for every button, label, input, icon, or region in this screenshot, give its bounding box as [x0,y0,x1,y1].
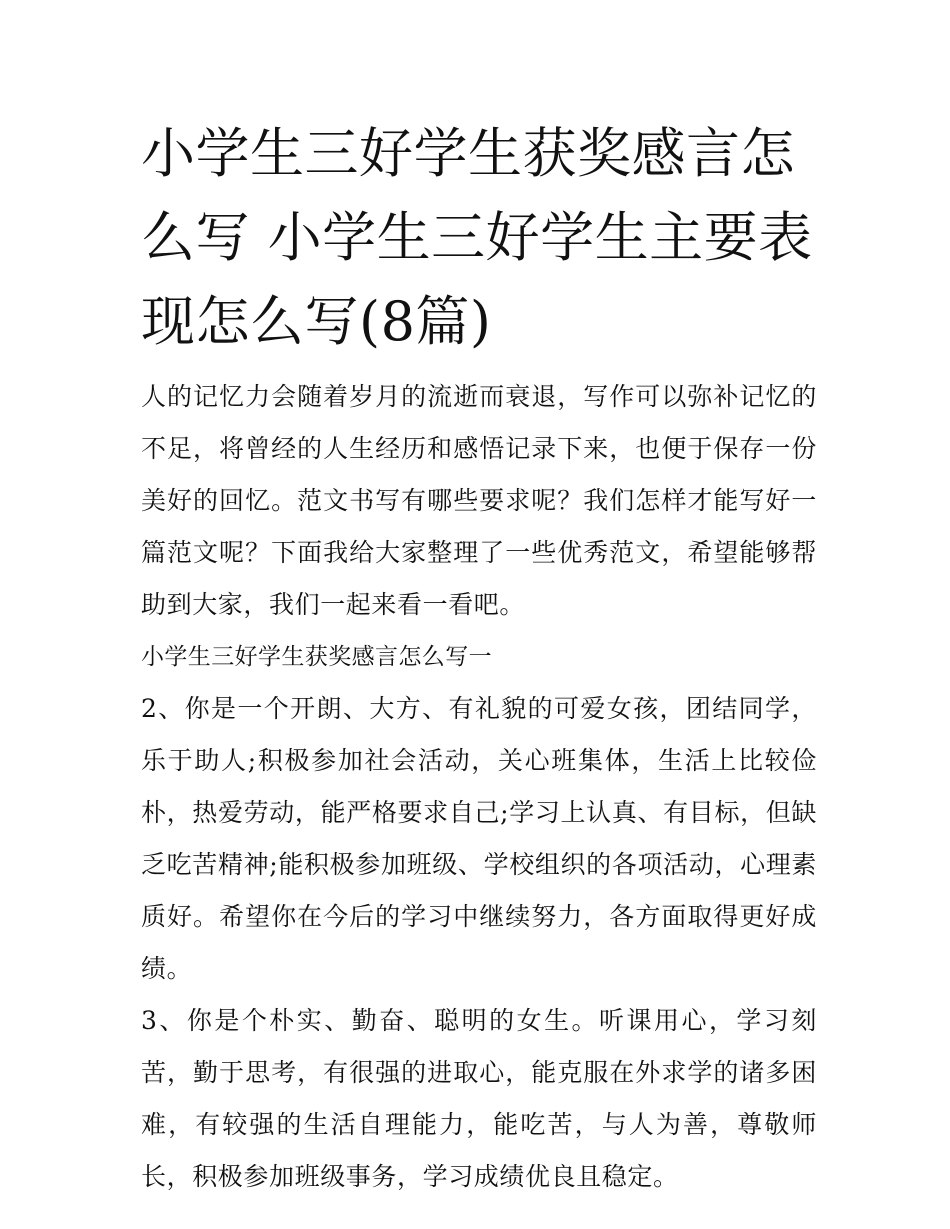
body-paragraph-2: 3、你是个朴实、勤奋、聪明的女生。听课用心，学习刻苦，勤于思考，有很强的进取心，能克服在外求学的诸多困难，有较强的生活自理能力，能吃苦，与人为善，尊敬师长，积极参加班级事务，学习成绩优良且稳定。 [141,1006,817,1191]
intro-paragraph: 人的记忆力会随着岁月的流逝而衰退，写作可以弥补记忆的不足，将曾经的人生经历和感悟记录下来，也便于保存一份美好的回忆。范文书写有哪些要求呢？我们怎样才能写好一篇范文呢？下面我给大家整理了一些优秀范文，希望能够帮助到大家，我们一起来看一看吧。 [141,382,817,619]
section-heading: 小学生三好学生获奖感言怎么写一 [141,644,492,670]
body-paragraph-1: 2、你是一个开朗、大方、有礼貌的可爱女孩，团结同学，乐于助人;积极参加社会活动，关心班集体，生活上比较俭朴，热爱劳动，能严格要求自己;学习上认真、有目标，但缺乏吃苦精神;能积极参加班级、学校组织的各项活动，心理素质好。希望你在今后的学习中继续努力，各方面取得更好成绩。 [141,694,817,983]
document-content [141,112,817,1203]
document-title: 小学生三好学生获奖感言怎么写 小学生三好学生主要表现怎么写(8篇) [141,122,813,353]
